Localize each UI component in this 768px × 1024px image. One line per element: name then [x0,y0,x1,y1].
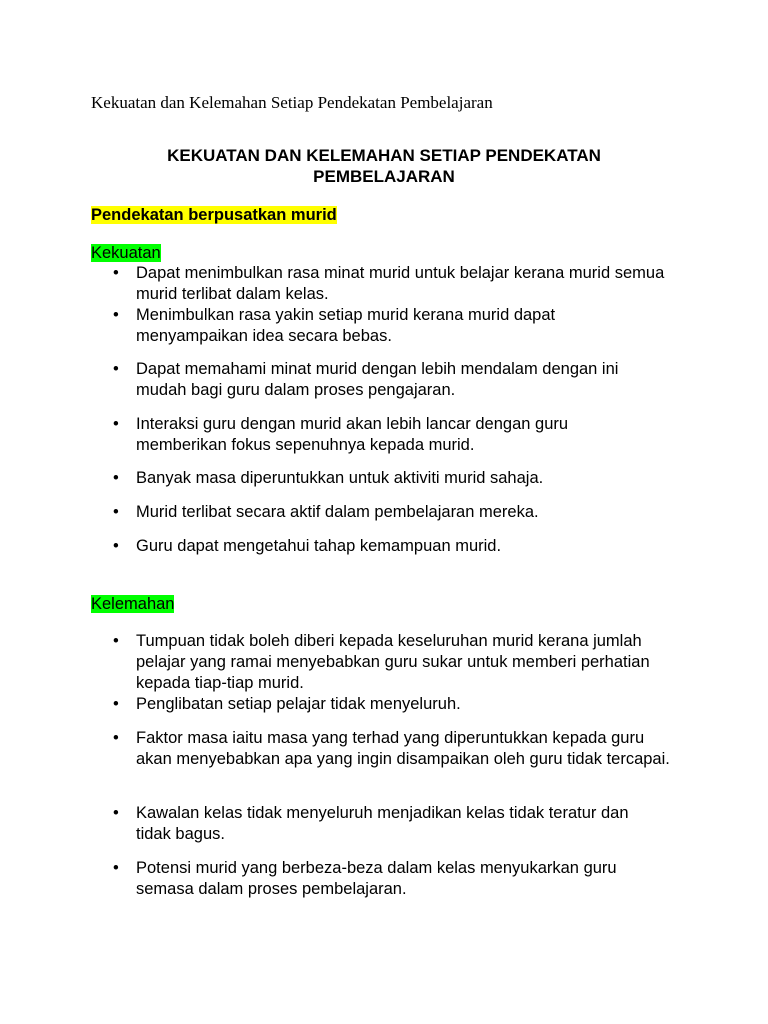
bullet-icon: • [113,360,119,378]
bullet-icon: • [113,503,119,521]
bullet-icon: • [113,729,119,747]
bullet-icon: • [113,632,119,650]
list-item-text: Menimbulkan rasa yakin setiap murid kerana murid dapat menyampaikan idea secara bebas. [136,306,556,345]
list-item-text: Dapat memahami minat murid dengan lebih mendalam dengan ini mudah bagi guru dalam proses pengajaran. [136,360,619,399]
bullet-icon: • [113,264,119,282]
main-heading [0,145,768,187]
weaknesses-label-text: Kelemahan [91,595,175,613]
main-heading-line1: KEKUATAN DAN KELEMAHAN SETIAP PENDEKATAN [167,146,601,165]
document-title: Kekuatan dan Kelemahan Setiap Pendekatan Pembelajaran [91,93,493,112]
bullet-icon: • [113,415,119,433]
bullet-icon: • [113,859,119,877]
list-item-text: Banyak masa diperuntukkan untuk aktiviti murid sahaja. [136,469,544,487]
strengths-label [91,243,161,264]
list-item-text: Potensi murid yang berbeza-beza dalam kelas menyukarkan guru semasa dalam proses pembelajaran. [136,859,617,898]
bullet-icon: • [113,306,119,324]
section-title-text: Pendekatan berpusatkan murid [91,206,337,224]
list-item-text: Dapat menimbulkan rasa minat murid untuk belajar kerana murid semua murid terlibat dalam kelas. [136,264,665,303]
strengths-label-text: Kekuatan [91,244,161,262]
list-item-text: Murid terlibat secara aktif dalam pembelajaran mereka. [136,503,539,521]
section-title [91,205,337,226]
weaknesses-label [91,594,174,615]
list-item-text: Penglibatan setiap pelajar tidak menyeluruh. [136,695,461,713]
list-item-text: Interaksi guru dengan murid akan lebih lancar dengan guru memberikan fokus sepenuhnya kepada murid. [136,415,569,454]
bullet-icon: • [113,695,119,713]
list-item-text: Guru dapat mengetahui tahap kemampuan murid. [136,537,502,555]
main-heading-line2: PEMBELAJARAN [313,167,455,186]
list-item-text: Tumpuan tidak boleh diberi kepada keseluruhan murid kerana jumlah pelajar yang ramai menyebabkan guru sukar untuk memberi perhatian kepada tiap-tiap murid. [136,632,650,692]
list-item-text: Kawalan kelas tidak menyeluruh menjadikan kelas tidak teratur dan tidak bagus. [136,804,629,843]
bullet-icon: • [113,537,119,555]
bullet-icon: • [113,804,119,822]
bullet-icon: • [113,469,119,487]
list-item-text: Faktor masa iaitu masa yang terhad yang diperuntukkan kepada guru akan menyebabkan apa yang ingin disampaikan oleh guru tidak tercapai. [136,729,670,768]
